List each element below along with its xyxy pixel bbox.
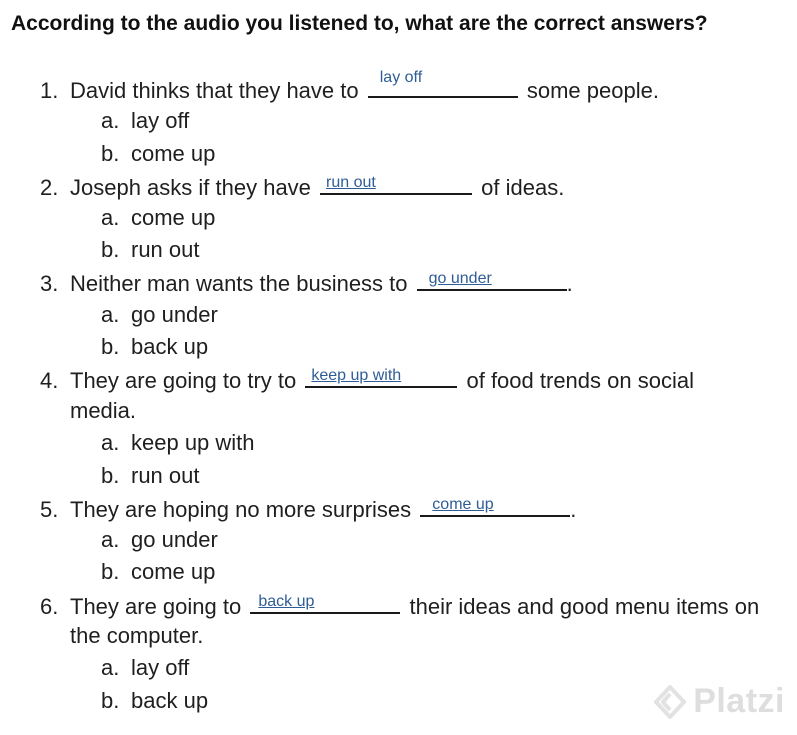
option-letter: a. [101,302,120,327]
answer-blank[interactable] [320,171,472,195]
question-number: 2. [40,175,59,200]
option-letter: a. [101,655,120,680]
answer-blank[interactable] [250,590,400,614]
option-text: run out [131,463,200,488]
option-letter: a. [101,205,120,230]
option-letter: b. [101,237,120,262]
question-number: 5. [40,497,59,522]
question-text-after: of food trends on social [466,368,694,393]
option-2a[interactable] [101,203,215,233]
answer-text: come up [432,496,494,513]
answer-text: back up [258,593,315,610]
question-text-before: Neither man wants the business to [70,271,408,296]
option-letter: b. [101,559,120,584]
platzi-logo-icon [653,685,687,719]
question-2 [40,171,564,203]
option-1a[interactable] [101,106,189,136]
option-letter: b. [101,463,120,488]
question-5 [40,493,576,525]
option-3b[interactable] [101,332,208,362]
option-text: back up [131,688,209,713]
answer-text: go under [428,270,492,287]
question-text-after: . [566,271,573,296]
answer-text: keep up with [311,367,402,384]
question-text-after: their ideas and good menu items on [409,594,760,619]
option-text: come up [131,141,216,166]
option-text: go under [131,302,218,327]
question-text-before: Joseph asks if they have [70,175,311,200]
option-4b[interactable] [101,461,200,491]
option-3a[interactable] [101,300,218,330]
option-text: run out [131,237,200,262]
question-6 [40,590,759,622]
question-6-continuation: the computer. [70,623,204,648]
question-number: 3. [40,271,59,296]
question-number: 6. [40,594,59,619]
question-4 [40,364,694,396]
question-3 [40,267,573,299]
page-title: According to the audio you listened to, what are the correct answers? [11,12,708,35]
option-6a[interactable] [101,653,189,683]
option-letter: b. [101,334,120,359]
option-1b[interactable] [101,139,215,169]
watermark-text: Platzi [693,682,785,720]
platzi-watermark [653,682,785,721]
option-letter: b. [101,141,120,166]
option-text: go under [131,527,218,552]
answer-blank[interactable] [305,364,457,388]
question-text-after: . [570,497,577,522]
question-number: 1. [40,78,59,103]
option-text: come up [131,559,216,584]
option-text: come up [131,205,216,230]
answer-blank[interactable] [420,493,570,517]
option-letter: b. [101,688,120,713]
answer-blank[interactable] [368,69,518,98]
option-6b[interactable] [101,686,208,716]
question-text-after: some people. [526,78,659,103]
option-letter: a. [101,430,120,455]
option-letter: a. [101,527,120,552]
answer-text: run out [326,174,376,191]
option-text: lay off [131,655,190,680]
answer-text: lay off [379,69,423,86]
option-5b[interactable] [101,557,215,587]
option-letter: a. [101,108,120,133]
question-text-before: They are hoping no more surprises [70,497,412,522]
option-4a[interactable] [101,428,255,458]
option-5a[interactable] [101,525,218,555]
option-2b[interactable] [101,235,200,265]
option-text: lay off [131,108,190,133]
question-number: 4. [40,368,59,393]
question-1 [40,69,659,106]
answer-blank[interactable] [417,267,567,291]
option-text: back up [131,334,209,359]
option-text: keep up with [131,430,255,455]
question-text-before: They are going to try to [70,368,297,393]
question-text-before: David thinks that they have to [70,78,359,103]
question-4-continuation: media. [70,398,137,423]
question-text-before: They are going to [70,594,242,619]
question-text-after: of ideas. [481,175,565,200]
